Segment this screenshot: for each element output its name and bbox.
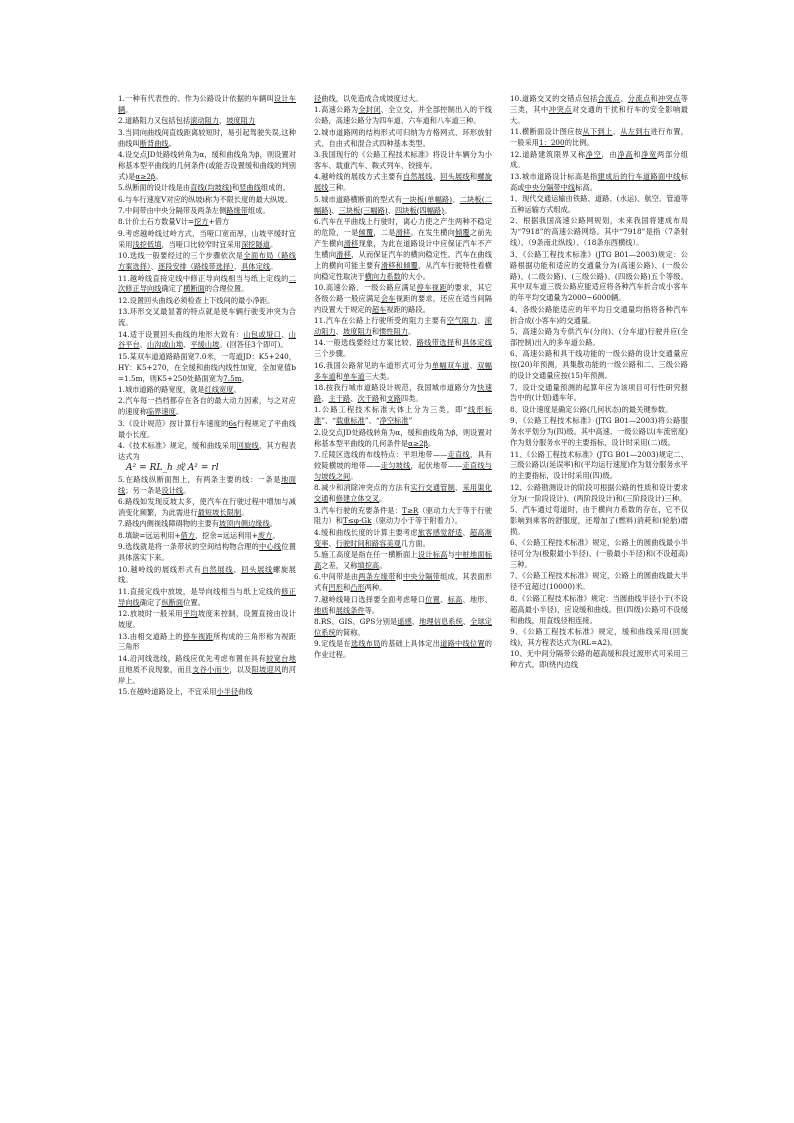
answer-blank: 中央分隔带中线 — [524, 182, 576, 192]
answer-blank: 行驶时间和路容美观 — [335, 538, 401, 548]
answer-blank: 填挖高 — [357, 561, 380, 571]
question-item: 3、《公路工程技术标准》(JTG B01—2003)规定：公路根据功能和适应的交通量分为(高速公路)、(一级公路)、(二级公路)、(三级公路)、(四级公路)五个等级。其中双车道三级公路应能适应将各种汽车折合成小客车的年平均交通量为2000~6000辆。 — [510, 249, 688, 303]
answer-blank: 挖方 — [194, 217, 209, 227]
answer-blank: 中桩地面标高 — [314, 550, 492, 571]
question-item: 10.高速公路、一级公路应满足停车视距的要求，其它各级公路一般应满足会车视距的要求，还应在适当间隔内设置大于规定的超车视距的路段。 — [314, 282, 493, 314]
answer-blank: 横断面 — [183, 284, 205, 294]
answer-blank: α≥2β — [135, 171, 156, 181]
question-item: 18.按我行城市道路设计规范，我国城市道路分为快速路、主干路、次干路和支路四类。 — [314, 383, 492, 403]
answer-blank: 从左到右 — [620, 127, 651, 137]
question-item: 7、《公路工程技术标准》规定，公路上的圆曲线最大半径不宜超过(10000)米。 — [510, 571, 688, 592]
question-item: 1.公路工程技术标准大体上分为三类，即“线形标准”、“载重标准”、“净空标准” — [314, 405, 492, 426]
answer-blank: 标高 — [447, 594, 463, 604]
answer-blank: 会车 — [380, 293, 396, 303]
answer-blank: 单车道 — [342, 371, 365, 381]
answer-blank: 浅挖低填 — [132, 239, 162, 249]
answer-blank: 具体定线 — [462, 338, 493, 348]
answer-blank: 较宽台地 — [266, 653, 297, 663]
question-item: 7.越岭线哑口选择要全面考虑哑口位置、标高、地形、地质和展线条件等。 — [314, 594, 492, 615]
answer-blank: 地理信息系统 — [419, 617, 463, 627]
answer-blank: 直线(均坡线) — [190, 183, 233, 193]
question-item: 11.横断面设计图应按从下到上、从左到右进行布置，一般采用1：200的比例。 — [510, 127, 689, 148]
question-item: 6、高速公路和具干线功能的一级公路的设计交通量应按(20)年预测，具集散功能的一级公路和二、三级公路的设计交通量应按(15)年预测。 — [510, 349, 688, 381]
answer-blank: 分流点 — [627, 94, 651, 103]
question-item: 9.定线是在选线布局的基础上具体定出道路中线位置的作业过程。 — [314, 639, 492, 660]
answer-blank: 空气阻力 — [446, 316, 478, 326]
answer-blank: 7.5m — [223, 373, 242, 383]
answer-blank: 从下到上 — [582, 127, 613, 137]
answer-blank: 小半径 — [216, 687, 239, 697]
answer-blank: 坡度阻力 — [342, 327, 372, 337]
answer-blank: 三块板(三幅路) — [338, 205, 388, 215]
question-item: 12、公路勘测设计的阶段可根据公路的性质和设计要求分为(一阶段设计)、(两阶段设计)和(三阶段设计)三种。 — [510, 482, 688, 503]
answer-blank: 路线带选择 — [416, 338, 455, 348]
answer-blank: 净空 — [585, 149, 602, 159]
question-item: 8.RS、GIS、GPS分别是遥感、地理信息系统、全球定位系统的简称。 — [314, 617, 492, 637]
answer-blank: 净宽 — [641, 149, 658, 159]
question-item: 10.道路交叉的交错点包括合流点、分流点和冲突点等三类，其中冲突点对交通的干扰和行车的安全影响最大。 — [510, 94, 688, 125]
question-item: 15.在越岭道路设上，不宜采用小半径曲线 — [118, 687, 253, 697]
answer-blank: 单幅双车道 — [431, 360, 470, 370]
answer-blank: 冲突点 — [548, 104, 573, 114]
answer-blank: 实行交通管制 — [410, 483, 456, 493]
question-item: 9.考虑越岭线过岭方式，当哑口宽而厚，山坡平缓时宜采用浅挖低填，当哑口比较窄时宜采用深挖隧道。 — [118, 228, 296, 249]
question-item: 5、高速公路为专供汽车(分向)、(分车道)行驶并应(全部控制)出入的多车道公路。 — [510, 327, 688, 347]
question-item: 15.某双车道道路路面宽7.0米，一弯道JD：K5+240，HY：K5+270，在全缓和曲线内线性加宽，全加宽值b=1.5m，则K5+250处路面宽为7.5m。 — [118, 351, 296, 383]
question-item: 7.丘陵区选线的布线特点：平坦地带——走直线，具有较陡横坡的地带——走匀坡线，起伏地带——走直线与匀坡线之间。 — [314, 450, 493, 481]
answer-blank: 山谷平台 — [118, 329, 296, 350]
answer-blank: 最短坡长限制 — [197, 508, 242, 518]
question-item: 4.设交点JD处路线转角为α，缓和曲线角为β，则设置对称基本型平曲线的几何条件(或能否设置缓和曲线的判别式)是α≥2β。 — [118, 150, 296, 181]
question-item: 13.由相交道路上的停车视距所构成的三角形称为视距三角形 — [118, 631, 296, 652]
answer-blank: 地面线 — [118, 474, 296, 495]
answer-blank: 回头展线 — [440, 172, 470, 182]
question-item: 1.高速公路为全封闭、全立交，并全部控制出入的干线公路，高速公路分为四车道、六车道和八车道三种。 — [314, 105, 492, 126]
answer-blank: 二次修正导向线 — [118, 273, 296, 294]
answer-blank: 临界速度 — [146, 407, 176, 417]
question-item: 5.在路线纵断面图上，有两条主要的线：一条是地面线；另一条是设计线。 — [118, 474, 296, 495]
answer-blank: 1：200 — [538, 138, 565, 148]
question-item: 1、现代交通运输由铁路、道路、(水运)、航空、管道等五种运输方式组成。 — [510, 194, 688, 215]
question-item: 12.道路建筑限界又称净空，由净高和净宽两部分组成。 — [510, 149, 689, 170]
answer-blank: 停车视距 — [416, 282, 447, 292]
question-item: 14.沿河线选线，路线应优先考虑布置在具有较宽台地且地质不良现象，而且支谷小而少，以及阳坡迎风的河岸上。 — [118, 653, 297, 685]
answer-blank: T≥R — [402, 505, 419, 515]
answer-blank: 深挖隧道 — [241, 239, 271, 249]
question-item: 6.路线如发现反坡太多，使汽车在行驶过程中增加与减消变化频繁，为此需进行最短坡长限制。 — [118, 497, 296, 518]
text-column-middle — [314, 94, 492, 661]
question-item: 14.适于设置回头曲线的地形大致有：山包或垭口、山谷平台、山沟或山坳、平缓山坡。(回答任3个即可)。 — [118, 329, 296, 350]
answer-blank: 位置 — [425, 594, 441, 604]
answer-blank: 滑移 — [343, 238, 359, 248]
answer-blank: 回头展线 — [241, 564, 273, 574]
text-column-right — [510, 94, 688, 671]
question-item: 2、根据我国高速公路网规划，未来我国将建成布局为“7918”的高速公路网络。其中“7918”是指（7条射线）、（9条南北纵线）、（18条东西横线）。 — [510, 216, 688, 248]
answer-blank: 具体定线 — [241, 262, 271, 272]
question-item: 11、《公路工程技术标准》(JTG B01—2003)规定二、三级公路以(延误率)和(平均运行速度)作为划分服务水平的主要指标，设计时采用(四)级。 — [510, 449, 688, 481]
answer-blank: 修建立体交叉 — [335, 494, 380, 504]
answer-blank: 路缘带 — [226, 206, 249, 216]
answer-blank: 全球定位系统 — [314, 617, 492, 637]
question-item: 9、《公路工程技术标准》规定，缓和曲线采用(回旋线)，其方程表达式为(RL=A2)。 — [510, 627, 688, 647]
answer-blank: 合流点 — [597, 94, 621, 103]
question-item: 1.城市道路的路宽度，就是红线宽度。 — [118, 385, 241, 395]
question-item: 2.汽车每一挡档都存在各自的最大动力因素，与之对应的速度称临界速度。 — [118, 396, 296, 417]
question-item: 8.减少和消除冲突点的方法有实行交通管制、采用渠化交通和修建立体交叉。 — [314, 483, 492, 504]
question-item: 10.选线一般要经过的三个步骤依次是全面布局（路线方案选择）、逐段安排（路线带选择）、具体定线。 — [118, 251, 296, 272]
question-item: 6.与车行速度V对应的纵坡i称为不限长度的最大纵坡。 — [118, 194, 292, 204]
answer-blank: 螺旋展线 — [314, 172, 492, 193]
answer-blank: 中心线 — [259, 542, 282, 552]
question-item: 7.中间带由中央分隔带及两条左侧路缘带组成。 — [118, 206, 270, 216]
answer-blank: 山包或垭口 — [243, 329, 282, 339]
question-item: 5.施工高度是指在任一横断面上设计标高与中桩地面标高之差，又称填挖高。 — [314, 550, 492, 571]
question-item: 3.当同向曲线间直线距离较短时，易引起驾驶失误,这种曲线叫断背曲线。 — [118, 127, 296, 148]
answer-blank: α≥2β — [408, 438, 428, 448]
answer-blank: 滑移 — [336, 249, 352, 259]
answer-blank: 凸形 — [350, 583, 365, 593]
question-item: 9、《公路工程技术标准》(JTG B01—2003)将公路服务水平划分为(四)级。其中高速、一级公路以(车流密度)作为划分服务水平的主要指标，设计时采用(二)级。 — [510, 416, 688, 448]
question-item: 5.城市道路横断面的型式有一块板(单幅路)、二块板(二幅路)、三块板(三幅路)、四块板(四幅路)。 — [314, 194, 492, 215]
question-item: 13.环形交叉最显著的特点就是使车辆行驶变冲突为合流。 — [118, 307, 296, 328]
answer-blank: 废方 — [257, 530, 273, 540]
question-item: 8.填缺=远运利用+借方，挖余=远运利用+废方。 — [118, 530, 280, 540]
answer-blank: 展线条件 — [335, 605, 365, 615]
question-item: 6、《公路工程技术标准》规定，公路上的圆曲线最小半径可分为(极限最小半径)、(一般最小半径)和(不设超高)三种。 — [510, 538, 688, 570]
answer-blank: 借方 — [180, 530, 196, 540]
question-item: 10.越岭线的展线形式有自然展线、回头展线螺旋展线。 — [118, 564, 297, 585]
answer-blank: 逐段安排（路线带选择） — [157, 262, 234, 272]
answer-blank: 建成后的行车道路面中线 — [597, 171, 681, 181]
answer-blank: 纵断面 — [161, 597, 184, 607]
answer-blank: 二块板(二幅路) — [314, 194, 492, 215]
answer-blank: 双幅多车道 — [314, 360, 492, 381]
answer-blank: 竖曲线 — [239, 183, 261, 193]
question-item: 2.道路阻力又包括包括滚动阻力，坡度阻力 — [118, 116, 256, 126]
answer-blank: 旅客感觉舒适 — [417, 527, 463, 537]
question-item: 3.我国现行的《公路工程技术标准》将设计车辆分为小客车、载重汽车、鞍式列车、铰接车。 — [314, 150, 492, 170]
answer-blank: 凹形 — [328, 583, 343, 593]
answer-blank: 断背曲线 — [139, 138, 169, 148]
answer-blank: 6s — [228, 418, 237, 428]
answer-blank: 中央分隔带 — [402, 572, 441, 582]
answer-blank: 红线宽度 — [204, 385, 234, 395]
answer-blank: 平均 — [182, 609, 198, 619]
answer-blank: 四块板(四幅路) — [394, 205, 445, 215]
question-item: 11.越岭线直接定线中修正导向线相当与纸上定线的二次修正导向线确定了横断面的合理位置。 — [118, 273, 296, 294]
answer-blank: 设计线 — [161, 485, 184, 495]
answer-blank: 横向力系数 — [364, 271, 401, 281]
answer-blank: 坡度阻力 — [226, 116, 256, 126]
answer-blank: 滚动阻力 — [314, 316, 493, 337]
answer-blank: 滚动阻力 — [190, 116, 220, 126]
question-item: 8、《公路工程技术标准》规定：当圆曲线半径小于(不设超高最小半径)，应设缓和曲线。但(四级)公路可不设缓和曲线，用直线径相连接。 — [510, 593, 688, 625]
answer-blank: 山沟或山坳 — [146, 340, 184, 350]
answer-blank: 自然展线 — [201, 564, 234, 574]
question-item: 8、设计速度是确定公路(几何状态)的最关键参数。 — [510, 404, 673, 414]
question-item: 2.设交点JD处路线转角为α，缓和曲线角为β，则设置对称基本型平曲线的几何条件是α≥2β。 — [314, 427, 492, 448]
answer-blank: 两条左缘带 — [358, 572, 396, 582]
answer-blank: 阳坡迎风 — [251, 664, 282, 674]
question-item: 10、无中间分隔带公路的超高缓和段过渡形式可采用三种方式，即(绕内边线 — [510, 649, 688, 670]
answer-blank: 净高 — [617, 149, 634, 159]
answer-blank: 次干路 — [357, 393, 380, 403]
question-item: 9.选线就是将一条带状的空间结构物合理的中心线位置具体落实下来。 — [118, 542, 297, 563]
answer-blank: 倾覆 — [455, 227, 470, 237]
answer-blank: 超车 — [371, 304, 387, 314]
answer-blank: 全封闭 — [358, 105, 381, 115]
question-item: 4.《技术标准》规定，缓和曲线采用回旋线，其方程表达式为 — [118, 441, 296, 461]
question-item: 8.计价土石方数量V计=挖方+借方 — [118, 217, 230, 227]
question-item: 13.城市道路设计标高是指建成后的行车道路面中线标高或中央分隔带中线标高。 — [510, 171, 688, 192]
question-item: 3.《设计规范》按计算行车速度的6s行程规定了平曲线最小长度。 — [118, 418, 296, 439]
question-item: 6.汽车在平曲线上行驶时，离心力使之产生两种不稳定的危险，一是倾覆，二是滑移。在发生横向倾覆之前先产生横向滑移现象，为此在道路设计中应保证汽车不产生横向滑移，从而保证汽车的横向稳定性。汽车在曲线上的横向可能主要有滑移和倾覆，从汽车行驶特性看横向稳定性取决于横向力系数的大小。 — [314, 216, 493, 281]
formula: A² = RL_h 或 A² = rl — [126, 463, 219, 474]
answer-blank: 停车视距 — [182, 631, 214, 641]
question-item: 4.越岭线的展线方式主要有自然展线、回头展线和螺旋展线三种。 — [314, 172, 492, 193]
answer-blank: 设计标高 — [417, 550, 448, 560]
question-item: 3.汽车行驶的充要条件是：T≥R（驱动力大于等于行驶阻力）和T≤φ·Gk（驱动力小于等于附着力）。 — [314, 505, 492, 526]
answer-blank: 快速路 — [314, 383, 492, 403]
answer-blank: 滑移 — [395, 227, 411, 237]
answer-blank: 采用渠化交通 — [314, 483, 492, 504]
answer-blank: 坡顶内侧边缘线 — [219, 519, 270, 529]
answer-blank: 主干路 — [328, 393, 351, 403]
question-item: 4.缓和曲线长度的计算主要考虑旅客感觉舒适、超高渐变率、行驶时间和路容美观几方面。 — [314, 527, 492, 548]
question-item: 12.放坡时一般采用平均坡度来控制，设置直接由设计坡度。 — [118, 609, 297, 630]
answer-blank: 径 — [314, 94, 322, 103]
answer-blank: 遥感 — [397, 617, 412, 627]
answer-blank: 选线布局 — [350, 639, 381, 649]
answer-blank: 冲突点 — [658, 94, 681, 103]
answer-blank: 回旋线 — [236, 441, 259, 451]
answer-blank: 走匀坡线 — [380, 460, 411, 470]
answer-blank: 支路 — [386, 393, 401, 403]
answer-blank: 惯性阻力 — [379, 327, 409, 337]
answer-blank: T≤φ·Gk — [342, 516, 372, 526]
question-item: 7、设计交通量预测的起算年应为该项目可行性研究报告中的(计划)通车年。 — [510, 382, 688, 403]
question-item: 11.直接定线中放坡，是导向线相当与纸上定线的修正导向线确定了纵断面位置。 — [118, 586, 296, 607]
answer-blank: 倾覆 — [358, 227, 374, 237]
answer-blank: 自然展线 — [402, 172, 433, 182]
answer-blank: 全面布局（路线方案选择） — [118, 251, 296, 272]
question-item: 2.城市道路网的结构形式可归纳为方格网式、环形放射式、自由式和混合式四种基本类型。 — [314, 127, 492, 148]
question-item: 4、各级公路能适应的年平均日交通量均指将各种汽车折合成(小客车)的交通量。 — [510, 304, 688, 325]
answer-blank: 线形标准 — [314, 405, 492, 426]
question-item: 5.纵断面的设计线是由直线(均坡线)和竖曲线组成的。 — [118, 183, 290, 193]
answer-blank: 支谷小而少 — [192, 664, 230, 674]
answer-blank: 滑移和倾覆 — [380, 260, 418, 270]
question-item: 5、汽车通过弯道时，由于横向力系数的存在，它不仅影响到乘客的舒服度，还增加了(燃料)消耗和(轮胎)磨损。 — [510, 505, 688, 536]
answer-blank: 设计车辆 — [118, 94, 297, 114]
answer-blank: 地质 — [314, 605, 329, 615]
question-item: 6.中间带是由两条左缘带和中央分隔带组成，其表面形式有凹形和凸形两种。 — [314, 572, 492, 593]
answer-blank: 走直线 — [447, 450, 470, 459]
answer-blank: 道路中线位置 — [440, 639, 485, 649]
question-item: 7.路线内侧视线障碍物的主要有坡顶内侧边缘线。 — [118, 519, 277, 529]
answer-blank: 走直线与匀坡线之间 — [314, 460, 493, 481]
question-item: 11.汽车在公路上行驶所受的阻力主要有空气阻力、滚动阻力、坡度阻力和惯性阻力。 — [314, 316, 493, 337]
question-item: 径曲线，以免造成合成坡度过大。 — [314, 94, 423, 103]
answer-blank: 超高渐变率 — [314, 527, 492, 548]
question-item: 1.一种有代表性的、作为公路设计依据的车辆叫设计车辆。 — [118, 94, 297, 114]
question-item: 14.一般选线要经过方案比较、路线带选择和具体定线三个步骤。 — [314, 338, 493, 359]
question-item: 16.我国公路常见的车道形式可分为单幅双车道、双幅多车道和单车道三大类。 — [314, 360, 492, 381]
question-item: 12.设置回头曲线必须检查上下线间的最小净距。 — [118, 295, 275, 305]
answer-blank: 修正导向线 — [118, 586, 296, 607]
answer-blank: 载重标准 — [335, 416, 365, 426]
answer-blank: 净空标准 — [379, 416, 409, 426]
text-column-left — [118, 94, 296, 698]
answer-blank: 一块板(单幅路) — [402, 194, 453, 204]
answer-blank: 平缓山坡 — [190, 340, 220, 350]
